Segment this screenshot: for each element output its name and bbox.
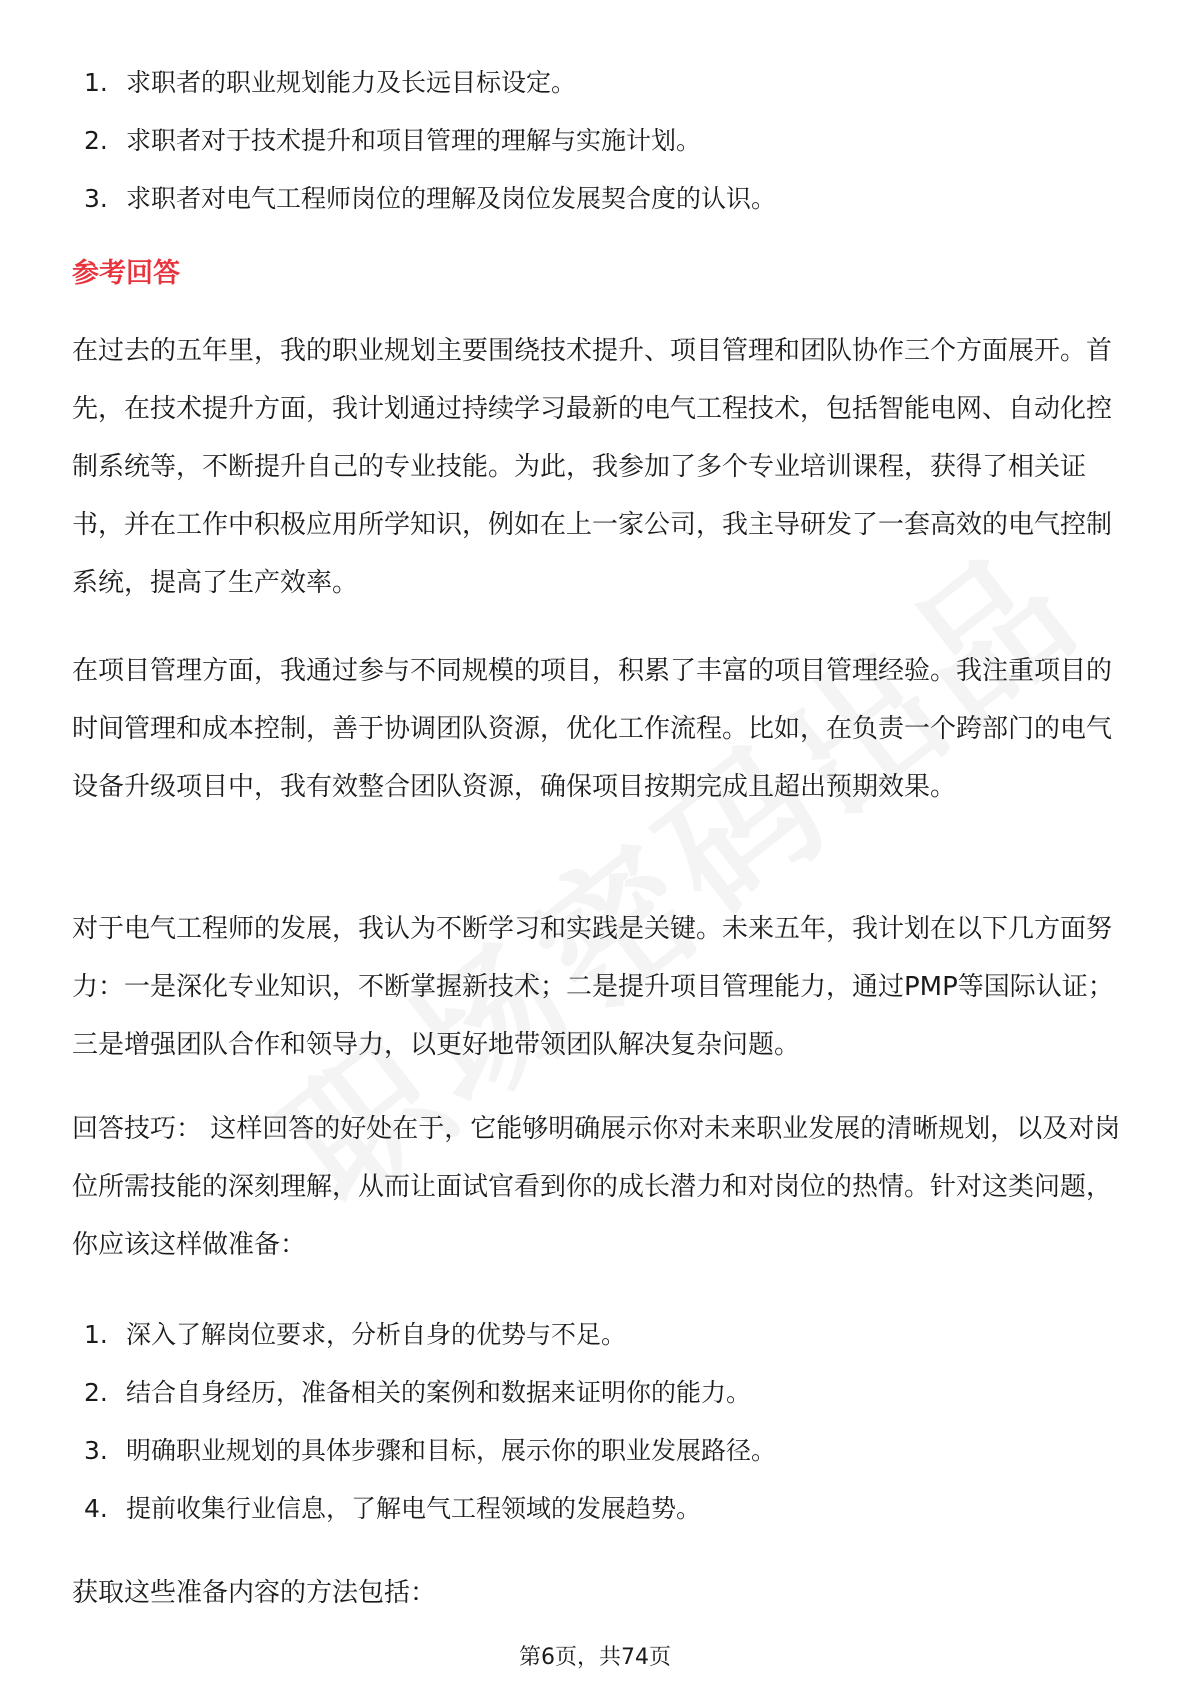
list-number: 3. <box>84 184 108 213</box>
list-number: 1. <box>84 68 108 97</box>
list-item <box>84 1422 776 1480</box>
answer-paragraph-future-development: 对于电气工程师的发展，我认为不断学习和实践是关键。未来五年，我计划在以下几方面努力：一是深化专业知识，不断掌握新技术；二是提升项目管理能力，通过PMP等国际认证；三是增强团队合作和领导力，以更好地带领团队解决复杂问题。 <box>72 914 1114 1060</box>
list-item-text: 求职者的职业规划能力及长远目标设定。 <box>126 68 577 97</box>
list-item-text: 结合自身经历，准备相关的案例和数据来证明你的能力。 <box>126 1378 752 1407</box>
list-item <box>84 1306 776 1364</box>
list-item-text: 明确职业规划的具体步骤和目标，展示你的职业发展路径。 <box>126 1436 777 1465</box>
list-number: 2. <box>84 1378 108 1407</box>
list-item <box>84 1364 776 1422</box>
page-number-footer: 第6页，共74页 <box>519 1645 671 1670</box>
list-number: 2. <box>84 126 108 155</box>
list-item <box>84 112 776 170</box>
list-item-text: 提前收集行业信息，了解电气工程领域的发展趋势。 <box>126 1494 702 1523</box>
list-item <box>84 1480 776 1538</box>
answer-paragraph-project-management: 在项目管理方面，我通过参与不同规模的项目，积累了丰富的项目管理经验。我注重项目的时间管理和成本控制，善于协调团队资源，优化工作流程。比如，在负责一个跨部门的电气设备升级项目中，我有效整合团队资源，确保项目按期完成且超出预期效果。 <box>72 656 1113 802</box>
reference-answer-heading: 参考回答 <box>72 258 180 289</box>
list-item <box>84 54 776 112</box>
list-item-text: 求职者对电气工程师岗位的理解及岗位发展契合度的认识。 <box>126 184 777 213</box>
methods-intro-paragraph: 获取这些准备内容的方法包括： <box>72 1578 437 1608</box>
list-number: 1. <box>84 1320 108 1349</box>
answer-paragraph-technical: 在过去的五年里，我的职业规划主要围绕技术提升、项目管理和团队协作三个方面展开。首先，在技术提升方面，我计划通过持续学习最新的电气工程技术，包括智能电网、自动化控制系统等，不断提升自己的专业技能。为此，我参加了多个专业培训课程，获得了相关证书，并在工作中积极应用所学知识，例如在上一家公司，我主导研发了一套高效的电气控制系统，提高了生产效率。 <box>72 336 1113 598</box>
list-number: 3. <box>84 1436 108 1465</box>
answer-tips-paragraph: 回答技巧： 这样回答的好处在于，它能够明确展示你对未来职业发展的清晰规划，以及对岗位所需技能的深刻理解，从而让面试官看到你的成长潜力和对岗位的热情。针对这类问题，你应该这样做准备： <box>72 1114 1121 1260</box>
list-item-text: 求职者对于技术提升和项目管理的理解与实施计划。 <box>126 126 702 155</box>
list-item <box>84 170 776 228</box>
list-number: 4. <box>84 1494 108 1523</box>
evaluation-points-list <box>84 54 776 228</box>
preparation-tips-list <box>84 1306 776 1538</box>
list-item-text: 深入了解岗位要求，分析自身的优势与不足。 <box>126 1320 627 1349</box>
